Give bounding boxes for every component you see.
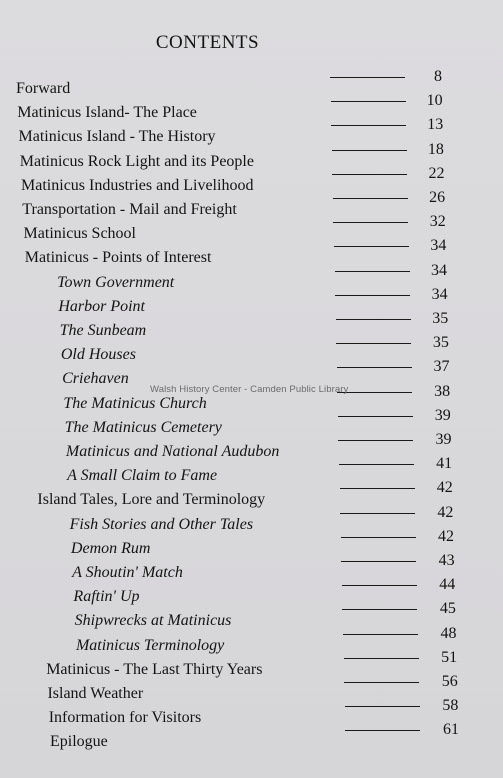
toc-leader-rule <box>342 585 417 586</box>
toc-page-number: 42 <box>437 503 454 521</box>
toc-entry-title: The Matinicus Cemetery <box>64 418 222 436</box>
toc-page-number: 44 <box>439 576 456 594</box>
toc-leader-rule <box>345 706 420 707</box>
toc-leader-rule <box>338 440 413 441</box>
toc-leader-rule <box>341 537 416 538</box>
toc-leader-rule <box>340 488 415 489</box>
toc-page-number: 32 <box>429 213 446 231</box>
toc-leader-rule <box>334 246 409 247</box>
toc-page-number: 34 <box>431 285 448 303</box>
toc-leader-rule <box>332 150 407 151</box>
toc-leader-rule <box>332 174 407 175</box>
toc-entry-title: Matinicus Terminology <box>75 636 225 654</box>
toc-page-number: 35 <box>432 310 449 327</box>
toc-entry-title: Harbor Point <box>58 297 145 315</box>
toc-page-number: 38 <box>434 382 451 400</box>
toc-page-number: 48 <box>440 624 457 642</box>
toc-entry-title: Demon Rum <box>70 539 151 557</box>
toc-entry-title: Matinicus School <box>23 225 136 243</box>
toc-entry <box>0 721 503 757</box>
toc-page-number: 39 <box>435 431 452 448</box>
toc-leader-rule <box>331 101 406 102</box>
toc-leader-rule <box>331 125 406 126</box>
toc-entry-title: Raftin' Up <box>73 588 140 606</box>
toc-page-number: 42 <box>437 527 454 545</box>
toc-page-number: 13 <box>427 116 444 134</box>
toc-leader-rule <box>345 730 420 731</box>
toc-leader-rule <box>333 222 408 223</box>
toc-page-number: 39 <box>434 406 451 424</box>
toc-page-number: 8 <box>434 68 442 85</box>
toc-entry-title: Information for Visitors <box>48 709 202 727</box>
toc-leader-rule <box>336 343 411 344</box>
toc-page-number: 56 <box>441 673 458 690</box>
toc-entry-title: Matinicus Industries and Livelihood <box>21 176 254 194</box>
toc-leader-rule <box>337 367 412 368</box>
toc-entry-title: Matinicus Island- The Place <box>17 104 197 122</box>
toc-leader-rule <box>340 513 415 514</box>
toc-entry-title: Transportation - Mail and Freight <box>22 201 237 218</box>
toc-page-number: 34 <box>430 237 447 255</box>
toc-entry-title: Matinicus - The Last Thirty Years <box>46 660 263 678</box>
toc-leader-rule <box>338 416 413 417</box>
toc-entry-title: A Shoutin' Match <box>72 564 183 581</box>
toc-entry-title: Matinicus Rock Light and its People <box>19 152 254 170</box>
toc-leader-rule <box>344 682 419 683</box>
toc-entry-title: Town Government <box>57 273 175 291</box>
toc-leader-rule <box>341 561 416 562</box>
toc-page-number: 42 <box>436 479 453 497</box>
toc-entry-title: Epilogue <box>49 733 108 751</box>
toc-leader-rule <box>343 634 418 635</box>
toc-page-number: 61 <box>442 721 459 739</box>
toc-entry-title: The Matinicus Church <box>63 394 207 412</box>
toc-entry-title: Criehaven <box>62 370 129 388</box>
toc-page-number: 34 <box>431 261 448 279</box>
toc-page-number: 51 <box>441 648 458 666</box>
toc-page-number: 43 <box>438 552 455 569</box>
toc-entry-title: Matinicus and National Audubon <box>65 443 280 460</box>
toc-leader-rule <box>339 464 414 465</box>
toc-entry-title: Matinicus - Points of Interest <box>24 249 212 267</box>
toc-page-number: 10 <box>426 92 443 110</box>
toc-page-number: 37 <box>433 358 450 376</box>
toc-leader-rule <box>342 609 417 610</box>
toc-entry-title: The Sunbeam <box>59 322 147 339</box>
toc-entry-title: Island Weather <box>47 685 144 702</box>
toc-page-number: 41 <box>436 455 453 473</box>
toc-page-number: 18 <box>427 140 444 158</box>
toc-entry <box>0 697 503 733</box>
toc-entry-title: Fish Stories and Other Tales <box>69 515 254 533</box>
toc-leader-rule <box>333 198 408 199</box>
toc-page-number: 26 <box>429 189 446 206</box>
toc-leader-rule <box>336 319 411 320</box>
toc-leader-rule <box>335 295 410 296</box>
toc-entry-title: Old Houses <box>60 346 136 364</box>
toc-leader-rule <box>344 658 419 659</box>
toc-entry-title: Shipwrecks at Matinicus <box>74 612 232 630</box>
toc-leader-rule <box>335 271 410 272</box>
toc-page-number: 22 <box>428 164 445 182</box>
toc-entry-title: Forward <box>16 80 71 97</box>
page-title: CONTENTS <box>155 32 260 53</box>
toc-entry-title: Island Tales, Lore and Terminology <box>37 491 266 509</box>
toc-leader-rule <box>337 392 412 393</box>
watermark: Walsh History Center - Camden Public Library <box>150 384 349 395</box>
toc-leader-rule <box>330 77 405 78</box>
toc-page-number: 45 <box>439 600 456 618</box>
toc-page-number: 35 <box>432 334 449 352</box>
toc-page-number: 58 <box>442 697 459 715</box>
toc-entry-title: A Small Claim to Fame <box>67 467 218 485</box>
toc-entry-title: Matinicus Island - The History <box>18 128 216 146</box>
